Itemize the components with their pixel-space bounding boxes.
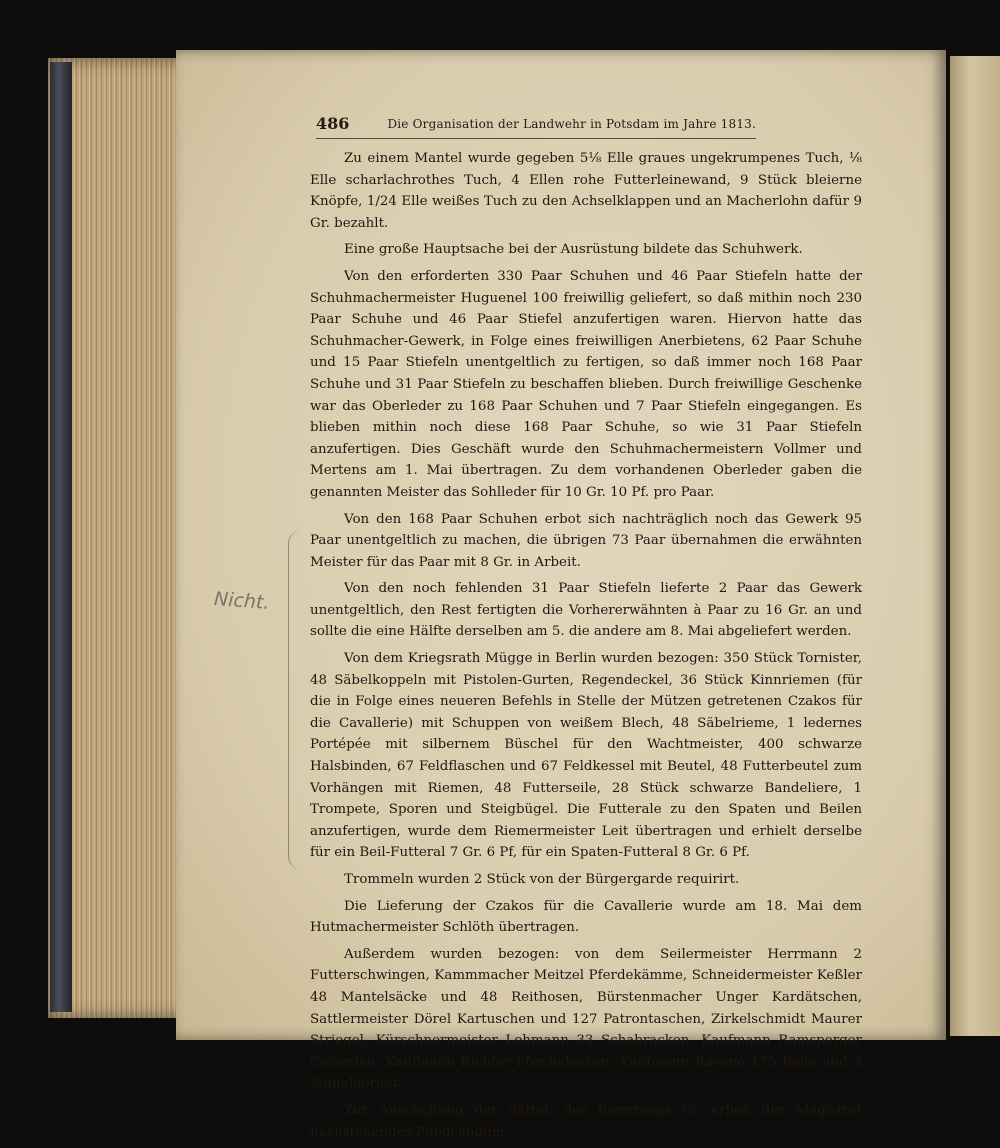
paragraph-gewerk-schuhe: Von den 168 Paar Schuhen erbot sich nachträglich noch das Gewerk 95 Paar unentgeltlich zu machen, die übrigen 73 Paar übernahmen die erwähnten Meister für das Paar mit 8 Gr. in Arbeit. bbox=[310, 511, 862, 570]
paragraph-trommeln: Trommeln wurden 2 Stück von der Bürgergarde requirirt. bbox=[344, 872, 740, 887]
paragraph-schuhwerk: Eine große Hauptsache bei der Ausrüstung bildete das Schuhwerk. bbox=[344, 242, 803, 258]
paragraph-stiefeln: Von den noch fehlenden 31 Paar Stiefeln lieferte 2 Paar das Gewerk unentgeltlich, den Rest fertigten die Vorhererwähnten à Paar zu 16 Gr. an und sollte die eine Hälfte derselben am 5. die andere am 8. Mai abgeliefert werden. bbox=[310, 581, 862, 640]
paragraph-schuhe-stiefel: Von den erforderten 330 Paar Schuhen und 46 Paar Stiefeln hatte der Schuhmachermeister Huguenel 100 freiwillig geliefert, so daß mithin noch 230 Paar Schuhe und 46 Paar Stiefel anzufertigen waren. Hiervon hatte das Schuhmacher-Gewerk, in Folge eines freiwilligen Anerbietens, 62 Paar Schuhe und 15 Paar Stiefeln unentgeltlich zu fertigen, so daß immer noch 168 Paar Schuhe und 31 Paar Stiefeln zu beschaffen blieben. Durch freiwillige Geschenke war das Oberleder zu 168 Paar Schuhen und 7 Paar Stiefeln eingegangen. Es blieben mithin noch diese 168 Paar Schuhe, so wie 31 Paar Stiefeln anzufertigen. Dies Geschäft wurde den Schuhmachermeistern Vollmer und Mertens am 1. Mai übertragen. Zu dem vorhandenen Oberleder gaben die genannten Meister das Sohlleder für 10 Gr. 10 Pf. pro Paar. bbox=[310, 268, 862, 500]
page-number: 486 bbox=[316, 114, 350, 133]
facing-page-edge bbox=[950, 56, 1000, 1036]
book-cover-spine bbox=[50, 62, 72, 1012]
pencil-bracket-mark bbox=[288, 530, 307, 870]
paragraph-czakos: Die Lieferung der Czakos für die Cavallerie wurde am 18. Mai dem Hutmachermeister Schlöth übertragen. bbox=[310, 898, 862, 936]
paragraph-mantel: Zu einem Mantel wurde gegeben 5⅛ Elle graues ungekrumpenes Tuch, ⅛ Elle scharlachrothes Tuch, 4 Ellen rohe Futterleinewand, 9 Stück bleierne Knöpfe, 1/24 Elle weißes Tuch zu den Achselklappen und an Macherlohn dafür 9 Gr. bezahlt. bbox=[310, 151, 862, 231]
page-header bbox=[316, 114, 756, 139]
paragraph-ausserdem: Außerdem wurden bezogen: von dem Seilermeister Herrmann 2 Futterschwingen, Kammmacher Meitzel Pferdekämme, Schneidermeister Keßler 48 Mantelsäcke und 48 Reithosen, Bürstenmacher Unger Kardätschen, Sattlermeister Dörel Kartuschen und 127 Patrontaschen, Zirkelschmidt Maurer Striegel, Kürschnermeister Lehmann 33 Schabracken, Kaufmann Ramsperger Cocarden, Kaufmann Richter Pferdedecken, Kaufmann Ravené 175 Beile und 2 Signalhörner. bbox=[310, 946, 862, 1092]
paragraph-muegge: Von dem Kriegsrath Mügge in Berlin wurden bezogen: 350 Stück Tornister, 48 Säbelkoppeln mit Pistolen-Gurten, Regendeckel, 36 Stück Kinnriemen (für die in Folge eines neueren Befehls in Stelle der Mützen getretenen Czakos für die Cavallerie) mit Schuppen von weißem Blech, 48 Säbelrieme, 1 ledernes Portépée mit silbernem Büschel für den Wachtmeister, 400 schwarze Halsbinden, 67 Feldflaschen und 67 Feldkessel mit Beutel, 48 Futterbeutel zum Vorhängen mit Riemen, 48 Futterseile, 28 Stück schwarze Bandeliere, 1 Trompete, Sporen und Steigbügel. Die Futterale zu den Spaten und Beilen anzufertigen, wurde dem Riemermeister Leit übertragen und erhielt derselbe für ein Beil-Futteral 7 Gr. 6 Pf, für ein Spaten-Futteral 8 Gr. 6 Pf. bbox=[310, 651, 862, 861]
running-title: Die Organisation der Landwehr in Potsdam im Jahre 1813. bbox=[387, 117, 756, 131]
paragraph-publicandum: Zur Anschaffung der Sättel, des Riemzeugs rc. erließ der Magistrat nachstehendes Publicandum: bbox=[310, 1102, 862, 1140]
body-text bbox=[310, 148, 862, 1148]
pencil-margin-note: Nicht. bbox=[213, 588, 271, 614]
